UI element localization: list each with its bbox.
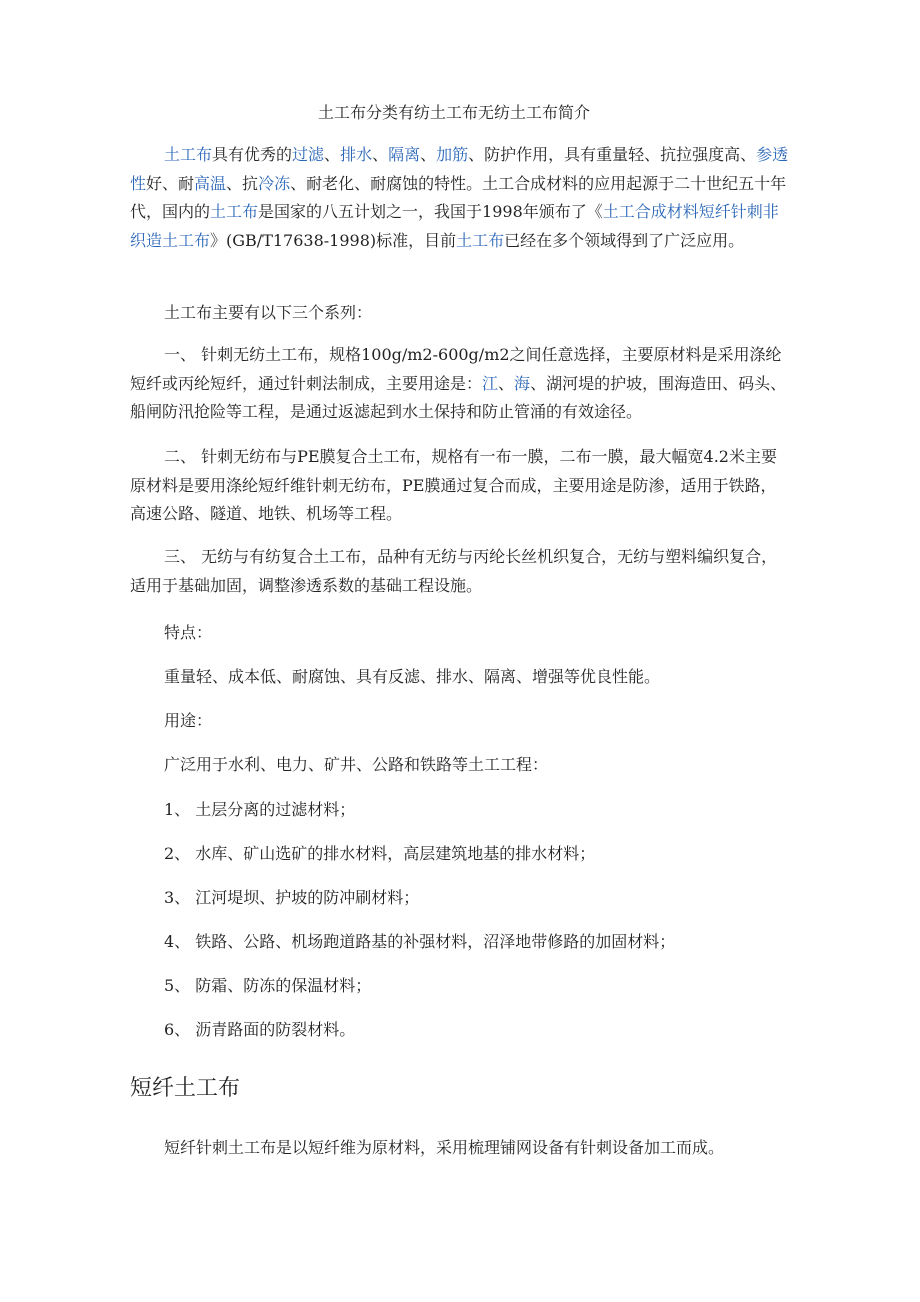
uses-intro: 广泛用于水利、电力、矿井、公路和铁路等土工工程：	[164, 755, 549, 774]
link-isolation[interactable]: 隔离	[388, 145, 421, 164]
series-3-paragraph: 三、 无纺与有纺复合土工布，品种有无纺与丙纶长丝机织复合，无纺与塑料编织复合， 适用于基础加固，调整渗透系数的基础工程设施。	[130, 547, 778, 595]
link-drainage[interactable]: 排水	[340, 145, 373, 164]
section-text: 短纤针刺土工布是以短纤维为原材料，采用梳理铺网设备有针刺设备加工而成。	[164, 1138, 725, 1157]
features-text: 重量轻、成本低、耐腐蚀、具有反滤、排水、隔离、增强等优良性能。	[164, 667, 661, 686]
link-high-temp[interactable]: 高温	[194, 173, 227, 193]
features-label: 特点：	[164, 623, 213, 642]
link-river[interactable]: 江	[482, 373, 499, 393]
link-geotextile-2[interactable]: 土工布	[210, 202, 259, 221]
use-item-5: 5、 防霜、防冻的保温材料；	[164, 976, 372, 995]
use-item-4: 4、 铁路、公路、机场跑道路基的补强材料，沼泽地带修路的加固材料；	[164, 932, 676, 951]
link-sea[interactable]: 海	[514, 373, 531, 393]
section-heading: 短纤土工布	[130, 1076, 241, 1101]
use-item-3: 3、 江河堤坝、护坡的防冲刷材料；	[164, 888, 420, 907]
intro-paragraph: 土工布具有优秀的过滤、排水、隔离、加筋、防护作用，具有重量轻、抗拉强度高、参透性好、耐高温、抗冷冻、耐老化、耐腐蚀的特性。土工合成材料的应用起源于二十世纪五十年代，国内的土工布是国家的八五计划之一，我国于1998年颁布了《土工合成材料短纤针刺非织造土工布》(GB/T17638-1998)标准，目前土工布已经在多个领域得到了广泛应用。	[130, 145, 789, 250]
use-item-2: 2、 水库、矿山选矿的排水材料，高层建筑地基的排水材料；	[164, 844, 596, 863]
link-standard[interactable]: 土工合成材料短纤针刺非织造土工布	[130, 202, 779, 250]
use-item-1: 1、 土层分离的过滤材料；	[164, 800, 356, 819]
use-item-6: 6、 沥青路面的防裂材料。	[164, 1020, 356, 1039]
series-intro: 土工布主要有以下三个系列：	[164, 303, 373, 322]
link-geotextile-3[interactable]: 土工布	[456, 230, 505, 250]
link-freezing[interactable]: 冷冻	[258, 173, 291, 193]
series-2-paragraph: 二、 针刺无纺布与PE膜复合土工布，规格有一布一膜，二布一膜，最大幅宽4.2米主要原材料是要用涤纶短纤维针刺无纺布，PE膜通过复合而成，主要用途是防渗，适用于铁路，高速公路、隧道、地铁、机场等工程。	[130, 447, 777, 523]
uses-label: 用途：	[164, 711, 213, 730]
link-geotextile[interactable]: 土工布	[164, 145, 213, 164]
series-1-paragraph: 一、 针刺无纺土工布，规格100g/m2-600g/m2之间任意选择，主要原材料是采用涤纶短纤或丙纶短纤，通过针刺法制成，主要用途是：江、海、湖河堤的护坡，围海造田、码头、船闸防汛抢险等工程，是通过返滤起到水土保持和防止管涌的有效途径。	[130, 345, 787, 421]
link-filter[interactable]: 过滤	[292, 145, 325, 164]
document-title: 土工布分类有纺土工布无纺土工布简介	[317, 103, 590, 122]
link-permeability[interactable]: 参透性	[130, 145, 789, 193]
link-reinforcement[interactable]: 加筋	[436, 145, 469, 164]
